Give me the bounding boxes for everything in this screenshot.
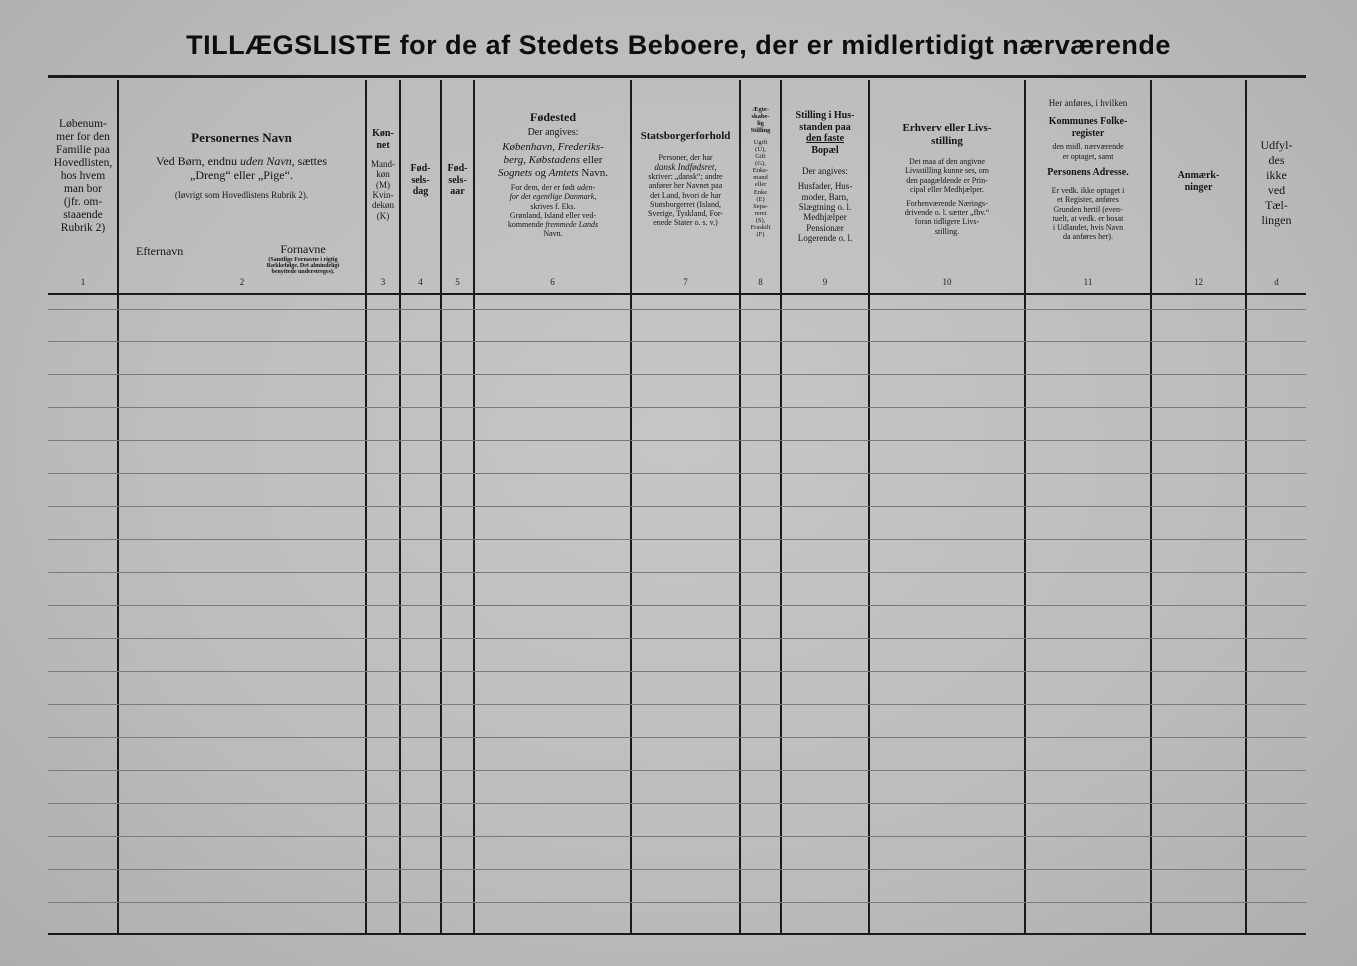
top-rule bbox=[48, 75, 1306, 78]
header-col-9: Stilling i Hus- standen paa den faste Bopæl Der angives: Husfader, Hus- moder, Barn, Slægtning o. l. Medhjælper Pensionær Logerende o. l. bbox=[795, 110, 855, 244]
row-line bbox=[48, 572, 1306, 573]
given-names-label: Fornavne (Samtlige Fornavne i rigtig Rækkefølge. Det almindeligt benyttede understreges). bbox=[266, 243, 340, 276]
header-col-6: Fødested Der angives: København, Frederiks- berg, Købstadens eller Sognets og Amtets Navn. For dem, der er født uden- for det egentlige Danmark, skrives f. Eks. Grønland, Island eller ved- kommende fremmede Lands Navn. bbox=[497, 111, 608, 239]
header-col-4: Fød- sels- dag bbox=[410, 163, 431, 197]
column-divider bbox=[1150, 80, 1152, 935]
column-number: 9 bbox=[822, 277, 828, 287]
row-line bbox=[48, 605, 1306, 606]
header-col-5: Fød- sels- aar bbox=[447, 163, 468, 197]
header-col-12: Anmærk- ninger bbox=[1177, 170, 1220, 193]
form-title: TILLÆGSLISTE for de af Stedets Beboere, der er midlertidigt nærværende bbox=[186, 30, 1171, 60]
header-col-2: Personernes Navn Ved Børn, endnu uden Navn, sættes „Dreng“ eller „Pige“. (Iøvrigt som Hovedlistens Rubrik 2). bbox=[156, 131, 327, 200]
row-line bbox=[48, 374, 1306, 375]
column-number: 10 bbox=[942, 277, 952, 287]
column-number: 4 bbox=[418, 277, 423, 287]
header-col-11: Her anføres, i hvilken Kommunes Folke- register den midl. nærværende er optaget, samt Personens Adresse. Er vedk. ikke optaget i et Register, anføres Grunden hertil (even- tuelt, at vedk. er bosat i Udlandet, hvis Navn da anføres her). bbox=[1047, 98, 1129, 242]
row-line bbox=[48, 341, 1306, 342]
header-col-3: Køn- net Mand- køn (M) Kvin- dekøn (K) bbox=[371, 128, 395, 221]
column-number: 6 bbox=[550, 277, 555, 287]
row-line bbox=[48, 902, 1306, 903]
header-col-7: Statsborgerforhold Personer, der har dansk Indfødsret, skriver: „dansk“; andre anfører her Navnet paa det Land, hvori de har Statsborgerret (Island, Sverige, Tyskland, For- enede Stater o. s. v.) bbox=[640, 130, 731, 228]
column-number: 1 bbox=[80, 277, 86, 287]
header-bottom-rule bbox=[48, 293, 1306, 295]
row-line bbox=[48, 869, 1306, 870]
row-line bbox=[48, 407, 1306, 408]
row-line bbox=[48, 737, 1306, 738]
row-line bbox=[48, 309, 1306, 310]
row-line bbox=[48, 539, 1306, 540]
header-col-8: Ægte- skabe- lig Stilling Ugift (U), Gift (G), Enke- mand eller Enke (E) Sepa- reret (S), Fraskilt (F) bbox=[750, 106, 771, 239]
header-col-d: Udfyl- des ikke ved Tæl- lingen bbox=[1260, 138, 1293, 227]
column-number: 7 bbox=[683, 277, 688, 287]
row-line bbox=[48, 440, 1306, 441]
column-number: 8 bbox=[758, 277, 763, 287]
column-number: d bbox=[1274, 277, 1279, 287]
column-number: 2 bbox=[239, 277, 245, 287]
header-col-10: Erhverv eller Livs- stilling Det maa af den angivne Livsstilling kunne ses, om den paagældende er Prin- cipal eller Medhjælper. Forhenværende Nærings- drivende o. l. sætter „fhv.“ foran tidligere Livs- stilling. bbox=[902, 122, 992, 236]
column-divider bbox=[117, 80, 119, 935]
row-line bbox=[48, 770, 1306, 771]
row-line bbox=[48, 506, 1306, 507]
column-divider bbox=[399, 80, 401, 935]
row-line bbox=[48, 836, 1306, 837]
column-number: 5 bbox=[455, 277, 460, 287]
row-line bbox=[48, 638, 1306, 639]
column-number: 3 bbox=[380, 277, 386, 287]
surname-label: Efternavn bbox=[136, 245, 184, 258]
column-divider bbox=[473, 80, 475, 935]
column-number: 11 bbox=[1083, 277, 1093, 287]
row-line bbox=[48, 803, 1306, 804]
column-number: 12 bbox=[1194, 277, 1203, 287]
bottom-rule bbox=[48, 933, 1306, 935]
row-line bbox=[48, 704, 1306, 705]
row-line bbox=[48, 671, 1306, 672]
column-divider bbox=[440, 80, 442, 935]
row-line bbox=[48, 473, 1306, 474]
header-col-1: Løbenum- mer for den Familie paa Hovedlisten, hos hvem man bor (jfr. om- staaende Rubrik 2) bbox=[53, 118, 113, 234]
